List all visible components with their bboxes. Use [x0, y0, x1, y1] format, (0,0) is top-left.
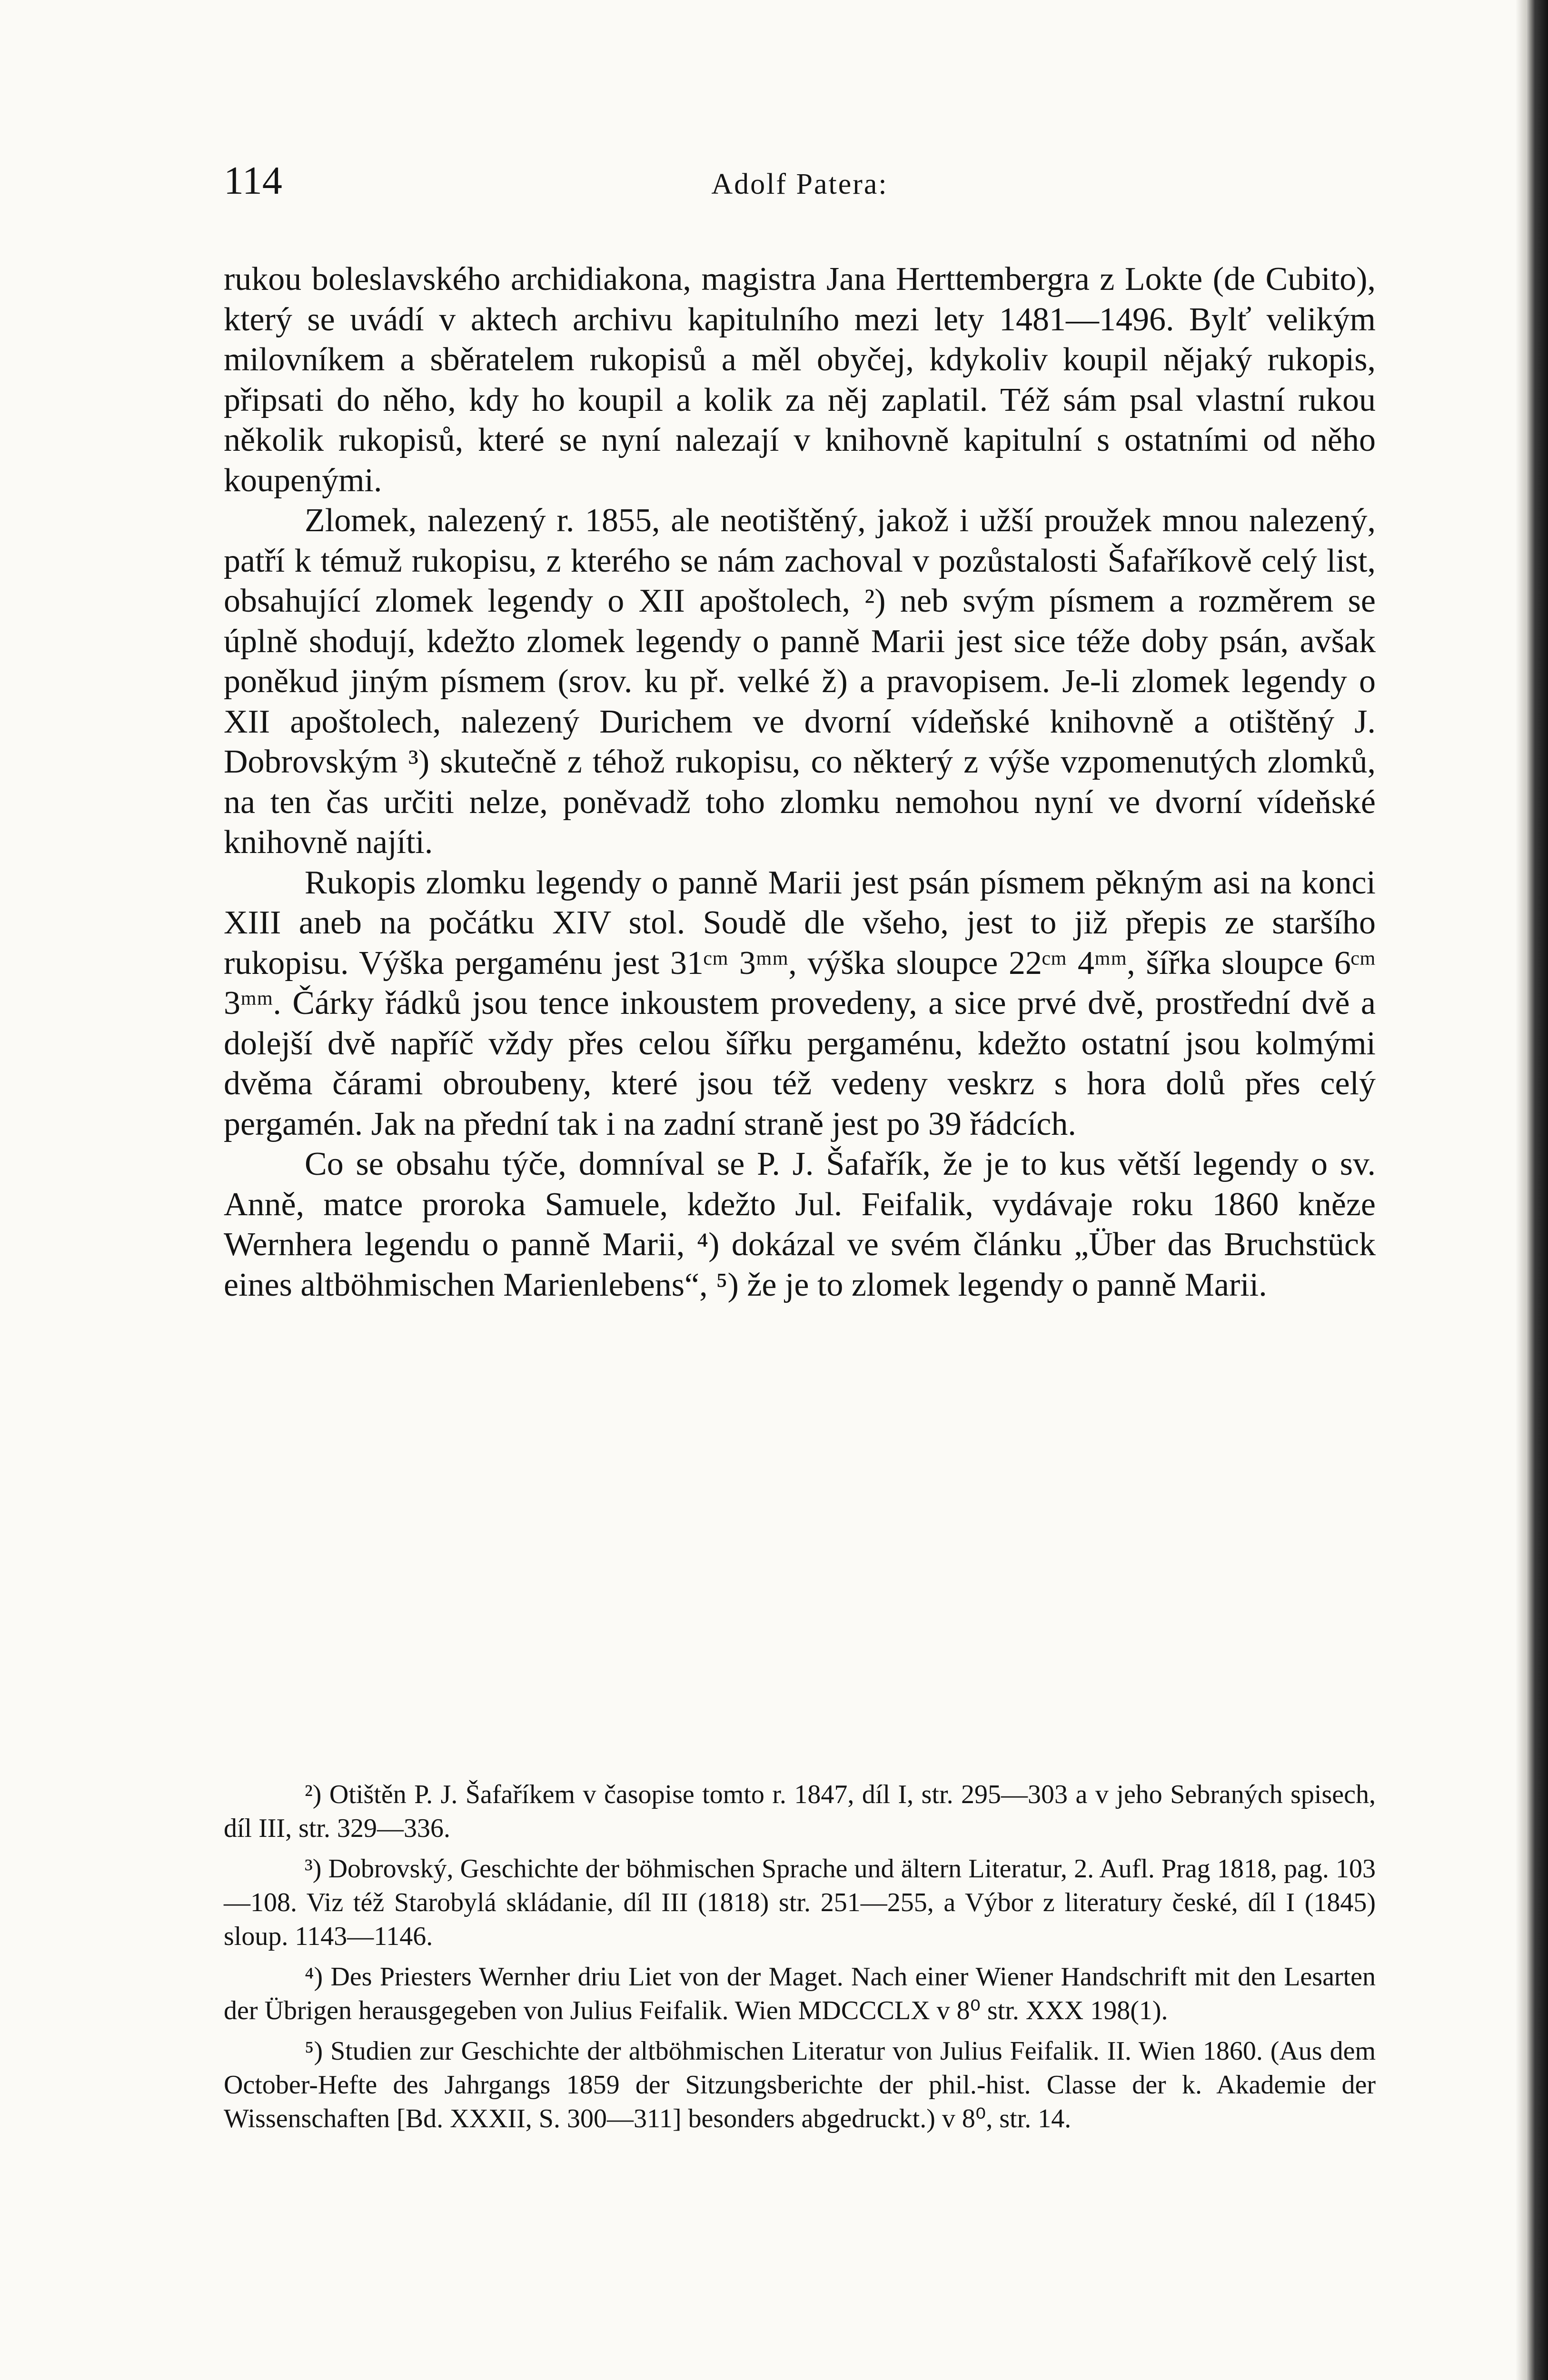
footnote: ³) Dobrovský, Geschichte der böhmischen Sprache und ältern Literatur, 2. Aufl. Prag 1818, pag. 103—108. Viz též Starobylá skládanie, díl III (1818) str. 251—255, a Výbor z literatury české, díl I (1845) sloup. 1143—1146. — [224, 1854, 1376, 1951]
main-text — [224, 259, 1376, 1305]
page-number: 114 — [224, 159, 282, 203]
page-header — [224, 157, 1376, 209]
book-binding-edge — [1526, 0, 1548, 2380]
paragraph: Rukopis zlomku legendy o panně Marii jest psán písmem pěkným asi na konci XIII aneb na počátku XIV stol. Soudě dle všeho, jest to již přepis ze staršího rukopisu. Výška pergaménu jest 31ᶜᵐ 3ᵐᵐ, výška sloupce 22ᶜᵐ 4ᵐᵐ, šířka sloupce 6ᶜᵐ 3ᵐᵐ. Čárky řádků jsou tence inkoustem provedeny, a sice prvé dvě, prostřední dvě a dolejší dvě napříč vždy přes celou šířku pergaménu, kdežto ostatní jsou kolmými dvěma čárami obroubeny, které jsou též vedeny veskrz s hora dolů přes celý pergamén. Jak na přední tak i na zadní straně jest po 39 řádcích. — [224, 864, 1376, 1142]
footnote: ⁵) Studien zur Geschichte der altböhmischen Literatur von Julius Feifalik. II. Wien 1860. (Aus dem October-Hefte des Jahrgangs 1859 der Sitzungsberichte der phil.-hist. Classe der k. Akademie der Wissenschaften [Bd. XXXII, S. 300—311] besonders abgedruckt.) v 8⁰, str. 14. — [224, 2036, 1376, 2133]
paragraph: Zlomek, nalezený r. 1855, ale neotištěný, jakož i užší proužek mnou nalezený, patří k témuž rukopisu, z kterého se nám zachoval v pozůstalosti Šafaříkově celý list, obsahující zlomek legendy o XII apoštolech, ²) neb svým písmem a rozměrem se úplně shodují, kdežto zlomek legendy o panně Marii jest sice téže doby psán, avšak poněkud jiným písmem (srov. ku př. velké ž) a pravopisem. Je-li zlomek legendy o XII apoštolech, nalezený Durichem ve dvorní vídeňské knihovně a otištěný J. Dobrovským ³) skutečně z téhož rukopisu, co některý z výše vzpomenutých zlomků, na ten čas určiti nelze, poněvadž toho zlomku nemohou nyní ve dvorní vídeňské knihovně najíti. — [224, 502, 1376, 861]
page-shadow — [1516, 0, 1526, 2380]
footnote: ⁴) Des Priesters Wernher driu Liet von der Maget. Nach einer Wiener Handschrift mit den Lesarten der Übrigen herausgegeben von Julius Feifalik. Wien MDCCCLX v 8⁰ str. XXX 198(1). — [224, 1962, 1376, 2025]
paragraph: Co se obsahu týče, domníval se P. J. Šafařík, že je to kus větší legendy o sv. Anně, matce proroka Samuele, kdežto Jul. Feifalik, vydávaje roku 1860 kněze Wernhera legendu o panně Marii, ⁴) dokázal ve svém článku „Über das Bruchstück eines altböhmischen Marienlebens“, ⁵) že je to zlomek legendy o panně Marii. — [224, 1146, 1376, 1303]
footnotes — [224, 1778, 1376, 2142]
paragraph: rukou boleslavského archidiakona, magistra Jana Herttembergra z Lokte (de Cubito), který se uvádí v aktech archivu kapitulního mezi lety 1481—1496. Bylť velikým milovníkem a sběratelem rukopisů a měl obyčej, kdykoliv koupil nějaký rukopis, připsati do něho, kdy ho koupil a kolik za něj zaplatil. Též sám psal vlastní rukou několik rukopisů, které se nyní nalezají v knihovně kapitulní s ostatními od něho koupenými. — [224, 261, 1376, 499]
running-head: Adolf Patera: — [711, 168, 888, 200]
footnote: ²) Otištěn P. J. Šafaříkem v časopise tomto r. 1847, díl I, str. 295—303 a v jeho Sebraných spisech, díl III, str. 329—336. — [224, 1780, 1376, 1843]
